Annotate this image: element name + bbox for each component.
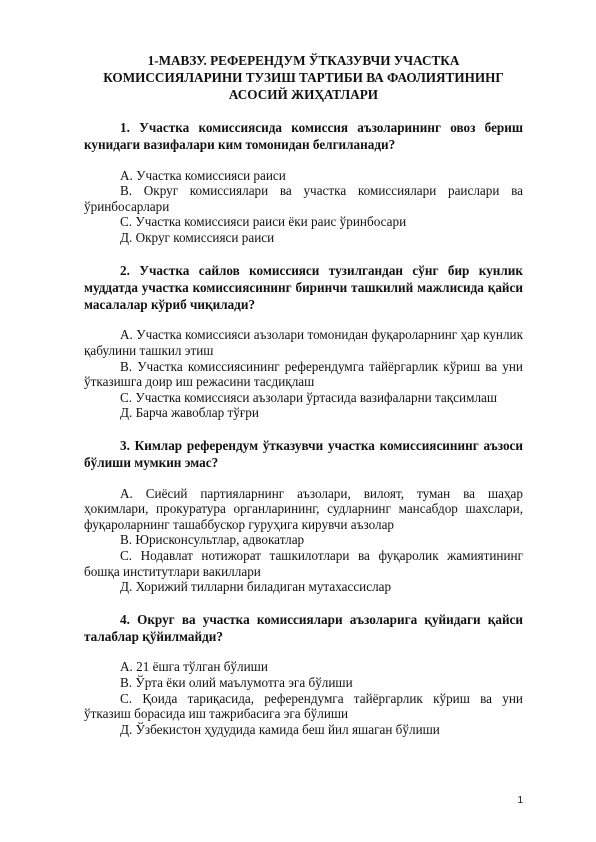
answer-option-b: В. Участка комиссиясининг референдумга тайёргарлик кўриш ва уни ўтказишга доир иш режасини тасдиқлаш: [84, 358, 523, 390]
answer-option-c: С. Қоида тариқасида, референдумга тайёргарлик кўриш ва уни ўтказиш борасида иш тажрибасига эга бўлиши: [84, 690, 523, 722]
answer-option-c: С. Участка комиссияси раиси ёки раис ўринбосари: [120, 214, 407, 230]
answer-option-a: А. Участка комиссияси раиси: [120, 167, 286, 183]
answer-list: [84, 486, 523, 595]
question-block-1: [84, 119, 523, 246]
question-text: 3. Кимлар референдум ўтказувчи участка комиссиясининг аъзоси бўлиши мумкин эмас?: [84, 438, 523, 471]
answer-option-d: Д. Хорижий тилларни биладиган мутахассислар: [120, 579, 392, 595]
answer-option-b: В. Округ комиссиялари ва участка комиссиялари раислари ва ўринбосарлари: [84, 183, 523, 214]
answer-list: [84, 327, 523, 421]
answer-option-c: С. Нодавлат нотижорат ташкилотлари ва фуқаролик жамиятининг бошқа институтлари вакиллари: [84, 547, 523, 579]
page-number: 1: [517, 795, 523, 806]
answer-option-c: С. Участка комиссияси аъзолари ўртасида вазифаларни тақсимлаш: [120, 389, 498, 405]
page-title: [84, 52, 523, 103]
answer-option-b: В. Юрисконсультлар, адвокатлар: [120, 532, 305, 548]
title-line-1: 1-МАВЗУ. РЕФЕРЕНДУМ ЎТКАЗУВЧИ УЧАСТКА: [147, 53, 460, 68]
title-line-2: КОМИССИЯЛАРИНИ ТУЗИШ ТАРТИБИ ВА ФАОЛИЯТИНИНГ: [103, 70, 504, 85]
question-text: 2. Участка сайлов комиссияси тузилгандан сўнг бир кунлик муддатда участка комиссиясининг биринчи ташкилий мажлисида қайси масалалар кўриб чиқилади?: [84, 262, 523, 313]
question-text: 4. Округ ва участка комиссиялари аъзоларига қуйидаги қайси талаблар қўйилмайди?: [84, 611, 523, 645]
answer-option-d: Д. Барча жавоблар тўғри: [120, 405, 259, 421]
answer-option-a: А. Участка комиссияси аъзолари томонидан фуқароларнинг ҳар кунлик қабулини ташкил этиш: [84, 327, 523, 359]
answer-option-a: А. Сиёсий партияларнинг аъзолари, вилоят, туман ва шаҳар ҳокимлари, прокуратура органларининг, судларнинг мансабдор шахслари, фуқароларнинг ташаббускор гуруҳига кирувчи аъзолар: [84, 485, 523, 532]
answer-option-d: Д. Ўзбекистон ҳудудида камида беш йил яшаган бўлиши: [120, 721, 440, 737]
title-line-3: АСОСИЙ ЖИҲАТЛАРИ: [228, 87, 379, 102]
answer-list: [84, 659, 523, 737]
answer-option-a: А. 21 ёшга тўлган бўлиши: [120, 659, 268, 675]
answer-option-d: Д. Округ комиссияси раиси: [120, 229, 275, 245]
question-block-3: [84, 437, 523, 595]
question-block-4: [84, 611, 523, 738]
answer-list: [84, 168, 523, 246]
answer-option-b: В. Ўрта ёки олий маълумотга эга бўлиши: [120, 674, 353, 690]
question-block-2: [84, 262, 523, 421]
question-text: 1. Участка комиссиясида комиссия аъзоларининг овоз бериш кунидаги вазифалари ким томонидан белгиланади?: [84, 120, 523, 153]
